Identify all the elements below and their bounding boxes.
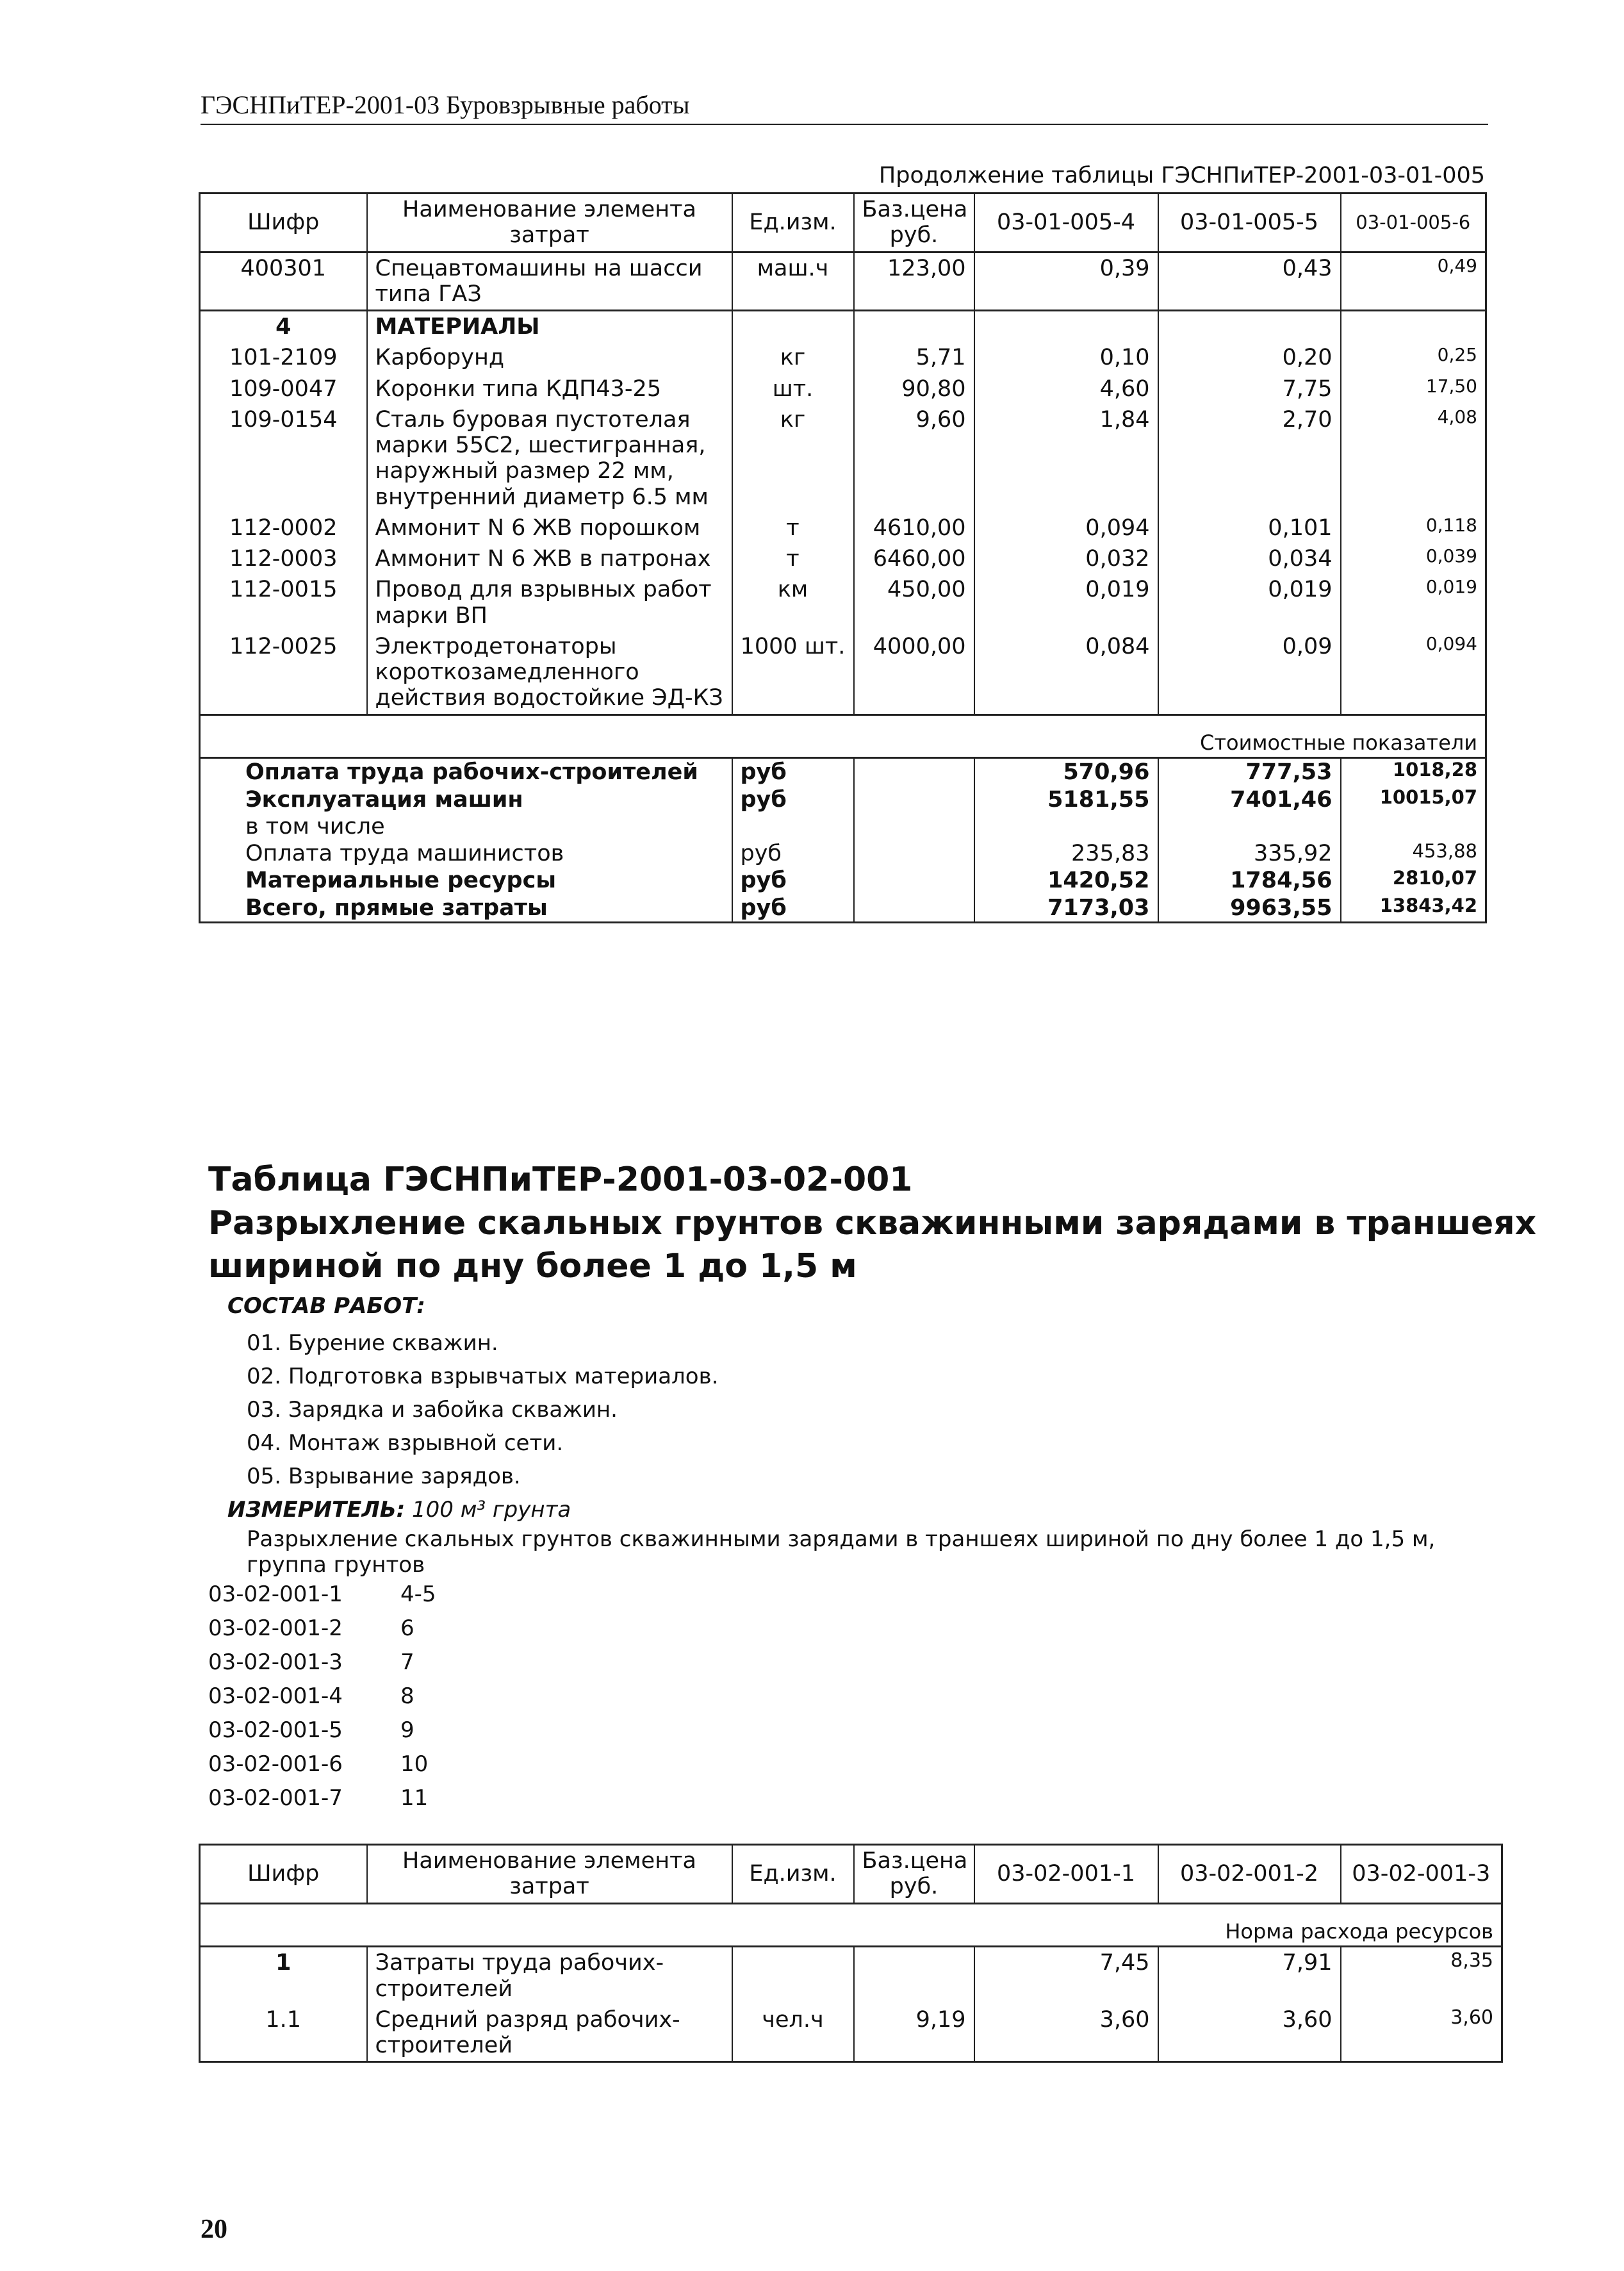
cost-label: Материальные ресурсы xyxy=(200,867,732,894)
table-row xyxy=(200,631,1486,714)
cell-name: Коронки типа КДП43-25 xyxy=(367,374,732,404)
code-value: 03-02-001-2 xyxy=(208,1615,343,1641)
cell-code: 4 xyxy=(200,311,367,343)
cell-name: Спецавтомашины на шасси типа ГАЗ xyxy=(367,252,732,311)
cell-unit: кг xyxy=(732,404,854,513)
code-value: 03-02-001-3 xyxy=(208,1649,343,1675)
cost-row xyxy=(200,840,1486,867)
cell-unit xyxy=(732,311,854,343)
table-continuation-caption: Продолжение таблицы ГЭСНПиТЕР-2001-03-01-005 xyxy=(878,163,1485,188)
cell-value: 7,91 xyxy=(1158,1947,1341,2004)
cost-price-empty xyxy=(854,867,974,894)
table-header-row xyxy=(200,194,1486,252)
cell-value: 0,49 xyxy=(1341,252,1486,311)
cell-name: Аммонит N 6 ЖВ в патронах xyxy=(367,543,732,574)
code-item xyxy=(208,1747,436,1781)
cell-name: Провод для взрывных работ марки ВП xyxy=(367,574,732,631)
cost-value: 777,53 xyxy=(1158,758,1341,786)
norm-header-row xyxy=(200,1903,1502,1947)
cell-code: 112-0002 xyxy=(200,513,367,543)
code-value: 03-02-001-1 xyxy=(208,1581,343,1607)
cost-label: в том числе xyxy=(200,813,732,840)
table-row xyxy=(200,1947,1502,2004)
cost-unit: руб xyxy=(732,786,854,813)
table-row xyxy=(200,311,1486,343)
table-header-row xyxy=(200,1845,1502,1904)
cost-header: Стоимостные показатели xyxy=(200,714,1486,758)
cell-code: 1.1 xyxy=(200,2004,367,2062)
cost-value: 453,88 xyxy=(1341,840,1486,867)
cell-price: 90,80 xyxy=(854,374,974,404)
cell-value: 7,75 xyxy=(1158,374,1341,404)
cell-value: 4,60 xyxy=(974,374,1158,404)
cell-code: 112-0003 xyxy=(200,543,367,574)
cell-name: МАТЕРИАЛЫ xyxy=(367,311,732,343)
cell-unit xyxy=(732,1947,854,2004)
cell-value: 0,43 xyxy=(1158,252,1341,311)
cell-value xyxy=(1341,311,1486,343)
cell-unit: т xyxy=(732,543,854,574)
cell-name: Аммонит N 6 ЖВ порошком xyxy=(367,513,732,543)
cell-value: 0,019 xyxy=(1341,574,1486,631)
cell-price: 9,19 xyxy=(854,2004,974,2062)
col-header: 03-02-001-3 xyxy=(1341,1845,1502,1904)
code-value: 03-02-001-6 xyxy=(208,1751,343,1777)
cell-name: Электродетонаторы короткозамедленного действия водостойкие ЭД-КЗ xyxy=(367,631,732,714)
section-description: Разрыхление скальных грунтов скважинными зарядами в траншеях шириной по дну более 1 до 1,5 м, группа грунтов xyxy=(247,1526,1436,1578)
cell-price xyxy=(854,311,974,343)
work-item: 05. Взрывание зарядов. xyxy=(247,1464,521,1489)
cost-unit: руб xyxy=(732,758,854,786)
cost-row xyxy=(200,786,1486,813)
code-item xyxy=(208,1781,436,1815)
table-row xyxy=(200,252,1486,311)
cell-code: 112-0025 xyxy=(200,631,367,714)
cell-value: 0,034 xyxy=(1158,543,1341,574)
cost-price-empty xyxy=(854,758,974,786)
col-header: Баз.цена руб. xyxy=(854,194,974,252)
section-title xyxy=(208,1159,1554,1289)
cell-code: 1 xyxy=(200,1947,367,2004)
table-row xyxy=(200,543,1486,574)
cost-label: Эксплуатация машин xyxy=(200,786,732,813)
code-list xyxy=(208,1578,436,1815)
cost-value: 10015,07 xyxy=(1341,786,1486,813)
cost-value: 1018,28 xyxy=(1341,758,1486,786)
cost-value: 5181,55 xyxy=(974,786,1158,813)
table-row xyxy=(200,404,1486,513)
code-item xyxy=(208,1714,436,1747)
cell-value: 0,101 xyxy=(1158,513,1341,543)
table-row xyxy=(200,374,1486,404)
table-row xyxy=(200,574,1486,631)
cell-code: 109-0154 xyxy=(200,404,367,513)
cell-unit: шт. xyxy=(732,374,854,404)
cell-unit: 1000 шт. xyxy=(732,631,854,714)
cell-price: 4610,00 xyxy=(854,513,974,543)
cost-value: 570,96 xyxy=(974,758,1158,786)
work-item: 01. Бурение скважин. xyxy=(247,1330,498,1356)
cell-unit: маш.ч xyxy=(732,252,854,311)
cell-value: 0,094 xyxy=(974,513,1158,543)
cell-price: 6460,00 xyxy=(854,543,974,574)
code-item xyxy=(208,1612,436,1646)
cell-value: 17,50 xyxy=(1341,374,1486,404)
cell-price: 123,00 xyxy=(854,252,974,311)
soil-group: 11 xyxy=(400,1785,429,1811)
col-header: Наименование элемента затрат xyxy=(367,194,732,252)
cell-value: 0,032 xyxy=(974,543,1158,574)
cost-value: 2810,07 xyxy=(1341,867,1486,894)
cell-price: 450,00 xyxy=(854,574,974,631)
cell-unit: т xyxy=(732,513,854,543)
soil-group: 6 xyxy=(400,1615,414,1641)
cost-unit: руб xyxy=(732,840,854,867)
cell-name: Сталь буровая пустотелая марки 55С2, шестигранная, наружный размер 22 мм, внутренний диаметр 6.5 мм xyxy=(367,404,732,513)
cell-value: 3,60 xyxy=(1341,2004,1502,2062)
cost-value: 335,92 xyxy=(1158,840,1341,867)
cost-price-empty xyxy=(854,840,974,867)
cost-value xyxy=(1158,813,1341,840)
cost-value: 9963,55 xyxy=(1158,895,1341,923)
cost-unit: руб xyxy=(732,895,854,923)
cost-row xyxy=(200,758,1486,786)
cell-unit: кг xyxy=(732,342,854,373)
cell-value: 0,084 xyxy=(974,631,1158,714)
code-value: 03-02-001-4 xyxy=(208,1683,343,1709)
cell-value: 0,20 xyxy=(1158,342,1341,373)
cell-name: Средний разряд рабочих-строителей xyxy=(367,2004,732,2062)
cost-row xyxy=(200,813,1486,840)
cell-value: 3,60 xyxy=(974,2004,1158,2062)
cost-value: 1784,56 xyxy=(1158,867,1341,894)
cell-code: 101-2109 xyxy=(200,342,367,373)
page-header: ГЭСНПиТЕР-2001-03 Буровзрывные работы xyxy=(201,90,1488,125)
cell-value xyxy=(1158,311,1341,343)
cost-value: 7173,03 xyxy=(974,895,1158,923)
col-header: Наименование элемента затрат xyxy=(367,1845,732,1904)
cell-value: 4,08 xyxy=(1341,404,1486,513)
cell-price xyxy=(854,1947,974,2004)
code-value: 03-02-001-7 xyxy=(208,1785,343,1811)
cell-price: 9,60 xyxy=(854,404,974,513)
cost-value: 1420,52 xyxy=(974,867,1158,894)
col-header: Ед.изм. xyxy=(732,1845,854,1904)
cost-row xyxy=(200,895,1486,923)
col-header: Шифр xyxy=(200,194,367,252)
col-header: Шифр xyxy=(200,1845,367,1904)
col-header: Ед.изм. xyxy=(732,194,854,252)
code-item xyxy=(208,1578,436,1612)
norm-header: Норма расхода ресурсов xyxy=(200,1903,1502,1947)
work-item: 02. Подготовка взрывчатых материалов. xyxy=(247,1364,719,1389)
table-subtitle: Разрыхление скальных грунтов скважинными зарядами в траншеях шириной по дну более 1 до 1,5 м xyxy=(208,1203,1537,1286)
cell-value: 0,039 xyxy=(1341,543,1486,574)
cell-price: 5,71 xyxy=(854,342,974,373)
soil-group: 7 xyxy=(400,1649,414,1675)
code-item xyxy=(208,1646,436,1680)
cell-value: 0,019 xyxy=(1158,574,1341,631)
col-header: 03-02-001-2 xyxy=(1158,1845,1341,1904)
cell-value: 0,118 xyxy=(1341,513,1486,543)
resource-table xyxy=(199,1844,1503,2063)
soil-group: 4-5 xyxy=(400,1581,436,1607)
meter-line: ИЗМЕРИТЕЛЬ: 100 м³ грунта xyxy=(227,1497,571,1523)
cell-code: 109-0047 xyxy=(200,374,367,404)
table-row xyxy=(200,513,1486,543)
cell-value: 1,84 xyxy=(974,404,1158,513)
work-item: 04. Монтаж взрывной сети. xyxy=(247,1430,564,1456)
cell-price: 4000,00 xyxy=(854,631,974,714)
cost-unit: руб xyxy=(732,867,854,894)
cost-row xyxy=(200,867,1486,894)
cell-unit: чел.ч xyxy=(732,2004,854,2062)
page-number: 20 xyxy=(201,2215,227,2244)
cell-value: 0,39 xyxy=(974,252,1158,311)
cell-value xyxy=(974,311,1158,343)
cell-value: 0,019 xyxy=(974,574,1158,631)
cell-value: 3,60 xyxy=(1158,2004,1341,2062)
cell-name: Карборунд xyxy=(367,342,732,373)
cell-code: 112-0015 xyxy=(200,574,367,631)
cost-label: Оплата труда рабочих-строителей xyxy=(200,758,732,786)
soil-group: 10 xyxy=(400,1751,429,1777)
col-header: 03-01-005-5 xyxy=(1158,194,1341,252)
cost-value xyxy=(1341,813,1486,840)
table-row xyxy=(200,2004,1502,2062)
cell-unit: км xyxy=(732,574,854,631)
resource-table-continuation xyxy=(199,192,1487,923)
cost-price-empty xyxy=(854,895,974,923)
works-label: СОСТАВ РАБОТ: xyxy=(227,1293,425,1319)
col-header: 03-02-001-1 xyxy=(974,1845,1158,1904)
col-header: 03-01-005-6 xyxy=(1341,194,1486,252)
col-header: 03-01-005-4 xyxy=(974,194,1158,252)
cost-value: 7401,46 xyxy=(1158,786,1341,813)
table-row xyxy=(200,342,1486,373)
cell-name: Затраты труда рабочих-строителей xyxy=(367,1947,732,2004)
code-item xyxy=(208,1680,436,1714)
soil-group: 8 xyxy=(400,1683,414,1709)
cell-value: 0,10 xyxy=(974,342,1158,373)
soil-group: 9 xyxy=(400,1717,414,1743)
table-title: Таблица ГЭСНПиТЕР-2001-03-02-001 xyxy=(208,1160,913,1199)
cell-value: 0,09 xyxy=(1158,631,1341,714)
col-header: Баз.цена руб. xyxy=(854,1845,974,1904)
cell-value: 2,70 xyxy=(1158,404,1341,513)
code-value: 03-02-001-5 xyxy=(208,1717,343,1743)
cost-value: 235,83 xyxy=(974,840,1158,867)
cell-value: 8,35 xyxy=(1341,1947,1502,2004)
cost-unit xyxy=(732,813,854,840)
cell-value: 0,094 xyxy=(1341,631,1486,714)
cell-code: 400301 xyxy=(200,252,367,311)
cost-value xyxy=(974,813,1158,840)
cell-value: 0,25 xyxy=(1341,342,1486,373)
cost-label: Всего, прямые затраты xyxy=(200,895,732,923)
cost-value: 13843,42 xyxy=(1341,895,1486,923)
cost-header-row xyxy=(200,714,1486,758)
cost-label: Оплата труда машинистов xyxy=(200,840,732,867)
cell-value: 7,45 xyxy=(974,1947,1158,2004)
cost-price-empty xyxy=(854,786,974,813)
works-list xyxy=(247,1326,1528,1493)
cost-price-empty xyxy=(854,813,974,840)
work-item: 03. Зарядка и забойка скважин. xyxy=(247,1397,618,1423)
